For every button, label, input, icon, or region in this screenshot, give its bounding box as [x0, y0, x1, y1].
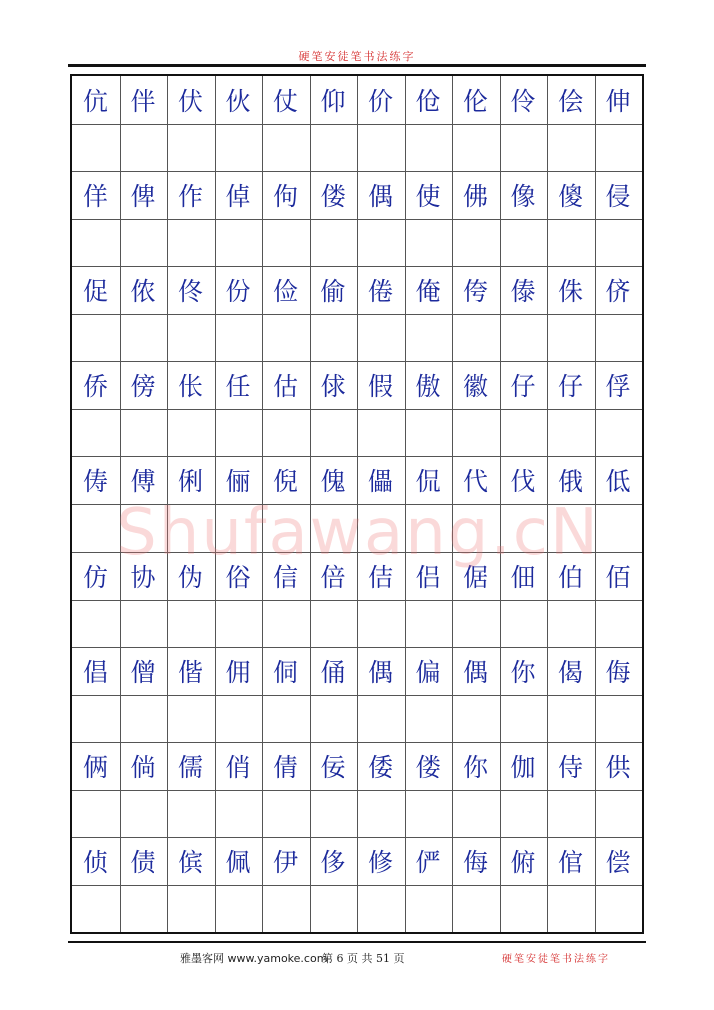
character-cell: 佶 — [367, 562, 393, 592]
grid-line — [120, 76, 121, 932]
character-cell: 伧 — [415, 87, 441, 116]
character-cell: 伦 — [462, 87, 488, 116]
character-cell: 倍 — [320, 562, 346, 592]
character-cell: 俺 — [415, 277, 441, 307]
character-cell: 佞 — [320, 752, 346, 782]
character-cell: 偈 — [557, 657, 583, 687]
character-cell: 任 — [225, 372, 251, 402]
character-cell: 偻 — [320, 182, 346, 212]
character-cell: 份 — [225, 277, 251, 307]
character-cell: 佃 — [510, 562, 536, 592]
character-cell: 作 — [177, 182, 203, 212]
character-cell: 佟 — [177, 277, 203, 307]
character-cell: 偏 — [415, 657, 441, 687]
character-cell: 仿 — [82, 562, 108, 592]
character-cell: 促 — [82, 277, 108, 307]
character-cell: 侉 — [462, 277, 488, 307]
character-cell: 偷 — [320, 277, 346, 307]
character-cell: 修 — [367, 847, 393, 877]
character-cell: 伐 — [510, 467, 536, 497]
character-cell: 伴 — [130, 87, 156, 116]
grid-line — [167, 76, 168, 932]
character-cell: 伶 — [510, 87, 536, 116]
character-cell: 伉 — [82, 87, 108, 116]
character-cell: 伪 — [177, 562, 203, 592]
character-cell: 俦 — [82, 467, 108, 497]
character-cell: 俨 — [415, 847, 441, 877]
grid-line — [547, 76, 548, 932]
character-cell: 侈 — [320, 847, 346, 877]
character-cell: 俯 — [510, 847, 536, 877]
character-cell: 伽 — [510, 752, 536, 782]
character-cell: 侬 — [130, 277, 156, 307]
character-cell: 倭 — [367, 752, 393, 782]
character-cell: 侏 — [557, 277, 583, 307]
character-cell: 佝 — [272, 182, 298, 212]
grid-line — [357, 76, 358, 932]
character-cell: 伊 — [272, 847, 298, 877]
character-cell: 侪 — [605, 277, 631, 307]
character-cell: 低 — [605, 467, 631, 497]
character-cell: 侃 — [415, 467, 441, 497]
character-cell: 倪 — [272, 467, 298, 497]
character-cell: 侵 — [605, 182, 631, 212]
character-cell: 偻 — [415, 752, 441, 782]
character-cell: 价 — [367, 87, 393, 116]
footer-site: 雅墨客网 www.yamoke.com — [180, 952, 328, 965]
footer-page-number: 第 6 页 共 51 页 — [322, 952, 405, 965]
character-cell: 侩 — [557, 87, 583, 116]
character-cell: 协 — [130, 562, 156, 592]
character-cell: 偶 — [462, 657, 488, 687]
character-cell: 伸 — [605, 87, 631, 116]
character-cell: 侮 — [462, 847, 488, 877]
character-cell: 偕 — [177, 657, 203, 687]
character-cell: 代 — [462, 467, 488, 497]
grid-line — [500, 76, 501, 932]
character-cell: 俄 — [557, 467, 583, 497]
character-cell: 俘 — [605, 372, 631, 402]
character-cell: 倡 — [82, 657, 108, 687]
character-cell: 倘 — [130, 752, 156, 782]
character-cell: 伙 — [225, 87, 251, 116]
character-cell: 倩 — [272, 752, 298, 782]
character-cell: 傣 — [510, 277, 536, 307]
header-rule — [68, 64, 646, 67]
character-cell: 侦 — [82, 847, 108, 877]
character-cell: 伏 — [177, 87, 203, 116]
character-cell: 你 — [462, 752, 488, 782]
character-cell: 侗 — [272, 657, 298, 687]
character-cell: 儒 — [177, 752, 203, 782]
character-cell: 伥 — [177, 372, 203, 402]
grid-line — [310, 76, 311, 932]
character-cell: 俪 — [225, 467, 251, 497]
character-cell: 佯 — [82, 182, 108, 212]
character-cell: 俐 — [177, 467, 203, 497]
character-cell: 俑 — [320, 657, 346, 687]
character-cell: 俅 — [320, 372, 346, 402]
grid-line — [595, 76, 596, 932]
character-cell: 傅 — [130, 467, 156, 497]
character-cell: 侣 — [415, 562, 441, 592]
character-cell: 侨 — [82, 372, 108, 402]
character-cell: 俭 — [272, 277, 298, 307]
character-cell: 仔 — [557, 372, 583, 402]
character-cell: 傻 — [557, 182, 583, 212]
character-cell: 佛 — [462, 182, 488, 212]
character-cell: 徽 — [462, 372, 488, 402]
grid-line — [215, 76, 216, 932]
character-cell: 儡 — [367, 467, 393, 497]
character-cell: 供 — [605, 752, 631, 782]
footer-brand: 硬笔安徒笔书法练字 — [502, 954, 610, 965]
character-cell: 佰 — [605, 562, 631, 592]
character-cell: 俩 — [82, 752, 108, 782]
grid-line — [262, 76, 263, 932]
character-cell: 伯 — [557, 562, 583, 592]
character-cell: 倦 — [367, 277, 393, 307]
character-cell: 佩 — [225, 847, 251, 877]
character-cell: 债 — [130, 847, 156, 877]
character-cell: 估 — [272, 372, 298, 402]
character-cell: 侮 — [605, 657, 631, 687]
character-cell: 偿 — [605, 847, 631, 877]
character-cell: 你 — [510, 657, 536, 687]
character-cell: 佣 — [225, 657, 251, 687]
character-cell: 倌 — [557, 847, 583, 877]
character-cell: 俗 — [225, 562, 251, 592]
character-cell: 仔 — [510, 372, 536, 402]
character-cell: 假 — [367, 372, 393, 402]
character-cell: 僧 — [130, 657, 156, 687]
character-cell: 信 — [272, 562, 298, 592]
character-cell: 傧 — [177, 847, 203, 877]
watermark: Shufawang.cN — [116, 496, 600, 570]
character-cell: 偶 — [367, 182, 393, 212]
character-cell: 仗 — [272, 87, 298, 116]
character-cell: 侍 — [557, 752, 583, 782]
character-cell: 偶 — [367, 657, 393, 687]
footer-rule — [68, 941, 646, 943]
character-cell: 傀 — [320, 467, 346, 497]
character-cell: 使 — [415, 182, 441, 212]
character-cell: 仰 — [320, 87, 346, 116]
grid-line — [405, 76, 406, 932]
character-cell: 俾 — [130, 182, 156, 212]
character-cell: 傍 — [130, 372, 156, 402]
practice-grid — [70, 74, 644, 934]
character-cell: 像 — [510, 182, 536, 212]
grid-line — [452, 76, 453, 932]
character-cell: 倬 — [225, 182, 251, 212]
page-header-title: 硬笔安徒笔书法练字 — [298, 50, 416, 63]
character-cell: 俏 — [225, 752, 251, 782]
character-cell: 傲 — [415, 372, 441, 402]
character-cell: 倨 — [462, 562, 488, 592]
